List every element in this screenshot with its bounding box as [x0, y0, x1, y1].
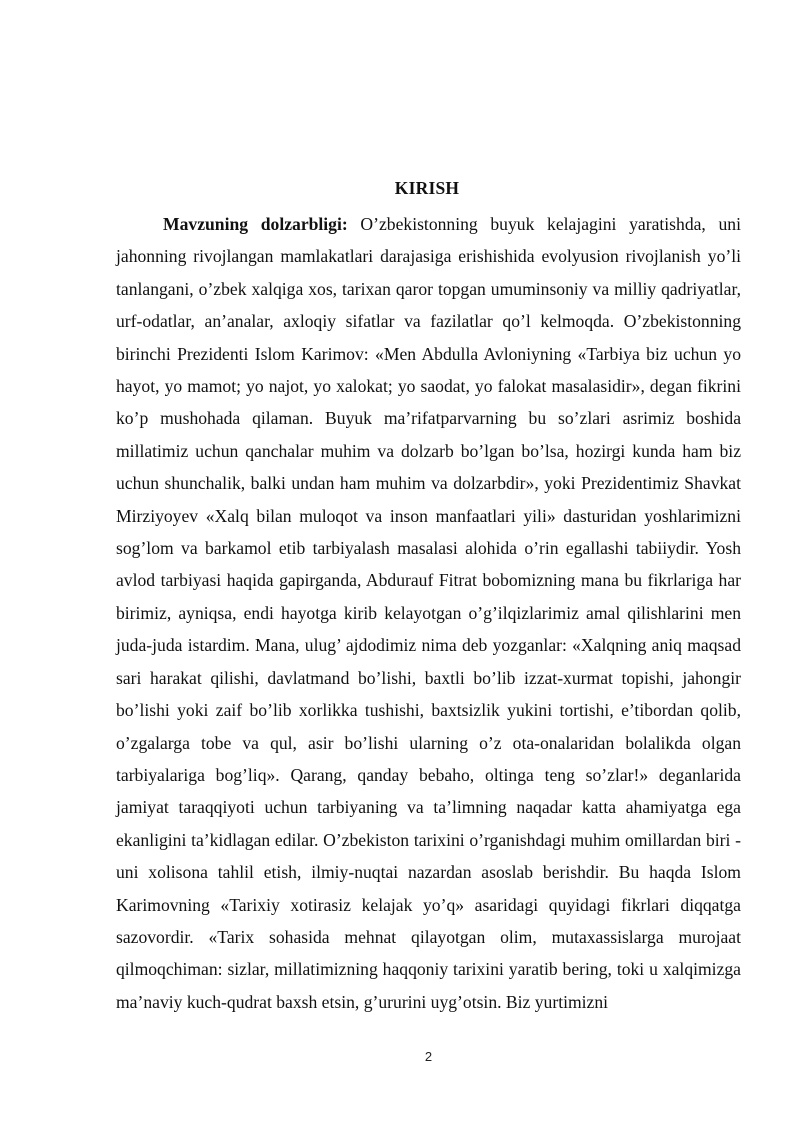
section-heading: KIRISH: [394, 178, 460, 198]
body-paragraph: [116, 208, 741, 1018]
page-number: 2: [424, 1049, 433, 1064]
paragraph-lead: Mavzuning dolzarbligi:: [163, 214, 348, 234]
paragraph-text: O’zbekistonning buyuk kelajagini yaratishda, uni jahonning rivojlangan mamlakatlari darajasiga erishishida evolyusion rivojlanish yo’li tanlangani, o’zbek xalqiga xos, tarixan qaror topgan umuminsoniy va milliy qadriyatlar, urf-odatlar, an’analar, axloqiy sifatlar va fazilatlar qo’l kelmoqda. O’zbekistonning birinchi Prezidenti Islom Karimov: «Men Abdulla Avloniyning «Tarbiya biz uchun yo hayot, yo mamot; yo najot, yo xalokat; yo saodat, yo falokat masalasidir», degan fikrini ko’p mushohada qilaman. Buyuk ma’rifatparvarning bu so’zlari asrimiz boshida millatimiz uchun qanchalar muhim va dolzarb bo’lgan bo’lsa, hozirgi kunda ham biz uchun shunchalik, balki undan ham muhim va dolzarbdir», yoki Prezidentimiz Shavkat Mirziyoyev «Xalq bilan muloqot va inson manfaatlari yili» dasturidan yoshlarimizni sog’lom va barkamol etib tarbiyalash masalasi alohida o’rin egallashi tabiiydir. Yosh avlod tarbiyasi haqida gapirganda, Abdurauf Fitrat bobomizning mana bu fikrlariga har birimiz, ayniqsa, endi hayotga kirib kelayotgan o’g’ilqizlarimiz amal qilishlarini men juda-juda istardim. Mana, ulug’ ajdodimiz nima deb yozganlar: «Xalqning aniq maqsad sari harakat qilishi, davlatmand bo’lishi, baxtli bo’lib izzat-xurmat topishi, jahongir bo’lishi yoki zaif bo’lib xorlikka tushishi, baxtsizlik yukini tortishi, e’tibordan qolib, o’zgalarga tobe va qul, asir bo’lishi ularning o’z ota-onalaridan bolalikda olgan tarbiyalariga bog’liq». Qarang, qanday bebaho, oltinga teng so’zlar!» deganlarida jamiyat taraqqiyoti uchun tarbiyaning va ta’limning naqadar katta ahamiyatga ega ekanligini ta’kidlagan edilar. O’zbekiston tarixini o’rganishdagi muhim omillardan biri - uni xolisona tahlil etish, ilmiy-nuqtai nazardan asoslab berishdir. Bu haqda Islom Karimovning «Tarixiy xotirasiz kelajak yo’q» asaridagi quyidagi fikrlari diqqatga sazovordir. «Tarix sohasida mehnat qilayotgan olim, mutaxassislarga murojaat qilmoqchiman: sizlar, millatimizning haqqoniy tarixini yaratib bering, toki u xalqimizga ma’naviy kuch-qudrat baxsh etsin, g’ururini uyg’otsin. Biz yurtimizni: [116, 214, 741, 1012]
